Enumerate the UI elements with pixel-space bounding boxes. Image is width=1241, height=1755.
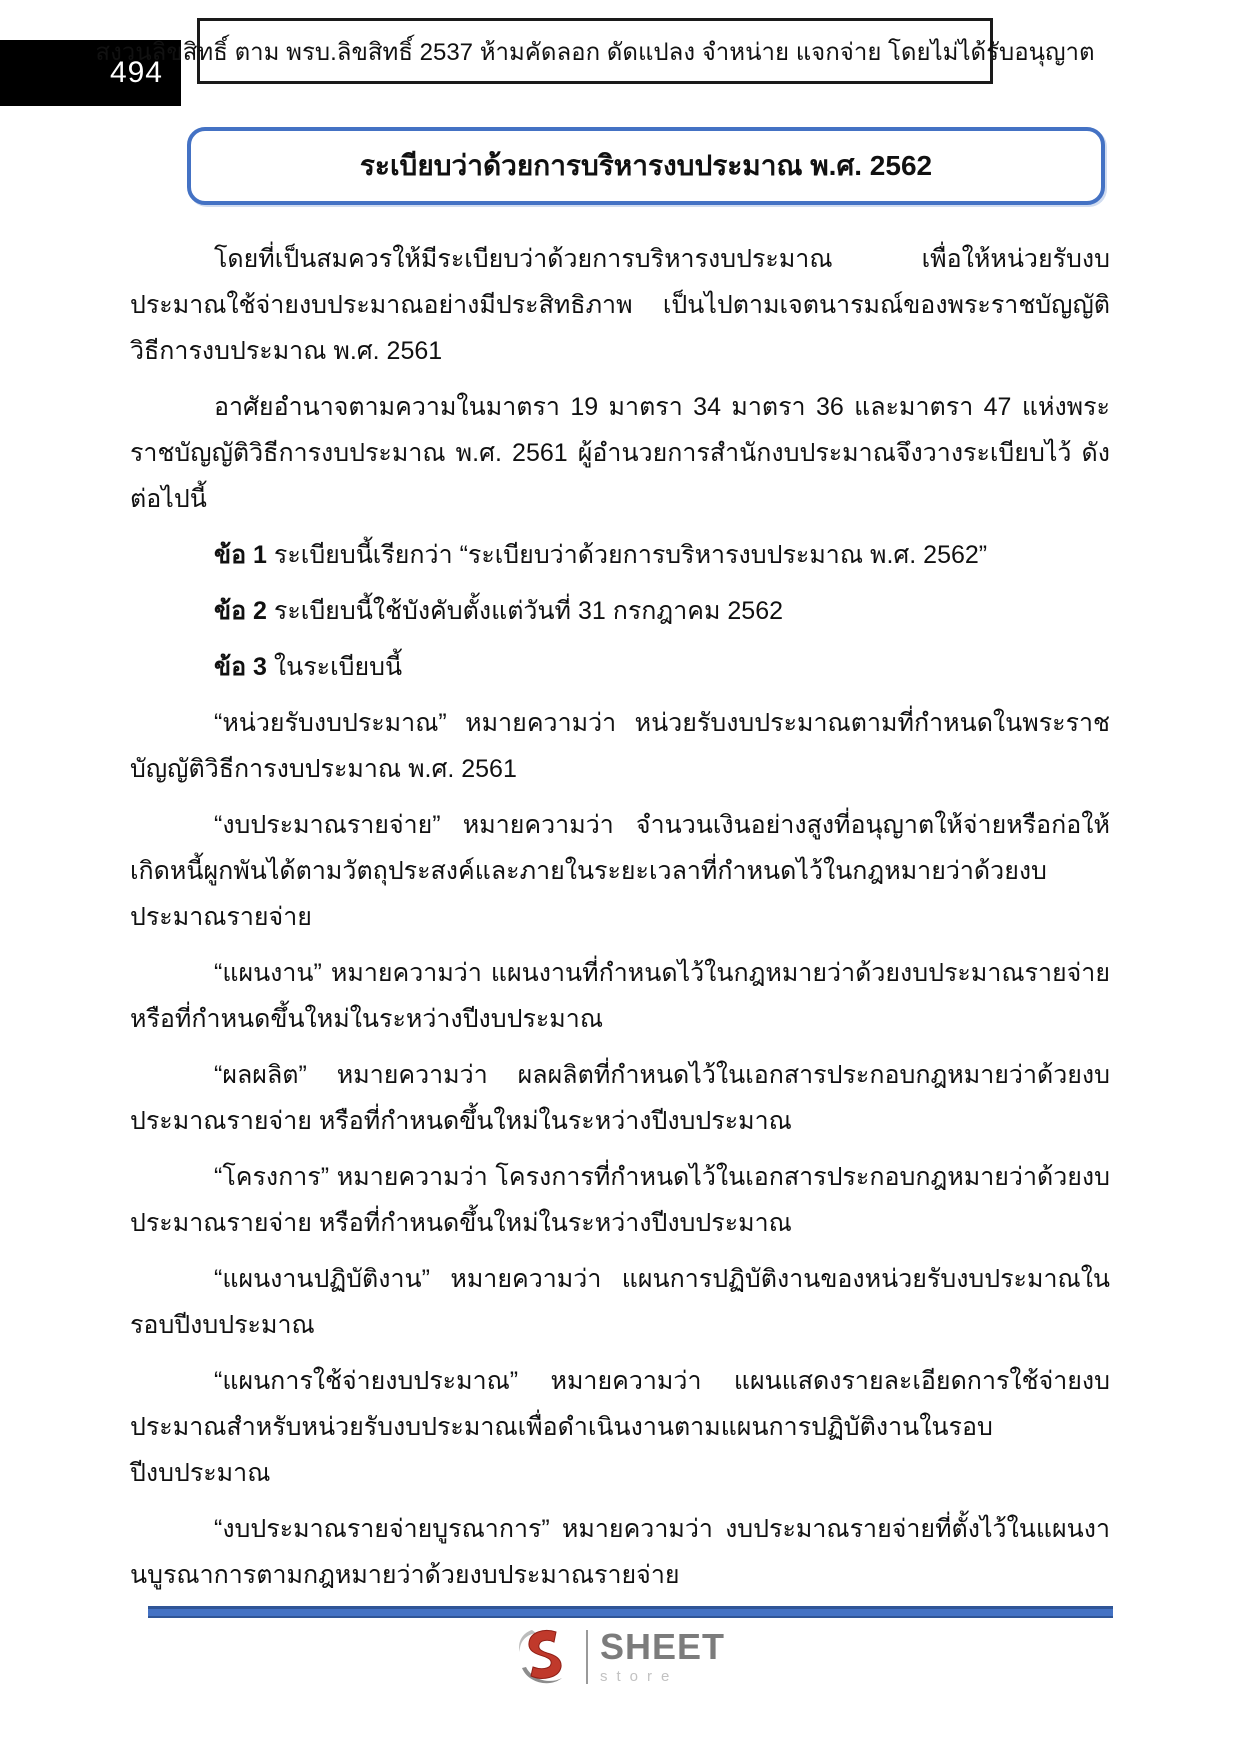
copyright-notice: สงวนลิขสิทธิ์ ตาม พรบ.ลิขสิทธิ์ 2537 ห้ามคัดลอก ดัดแปลง จำหน่าย แจกจ่าย โดยไม่ได้รับอนุญาต bbox=[95, 38, 1095, 66]
paragraph bbox=[130, 1256, 1110, 1348]
footer-divider-bar bbox=[148, 1606, 1113, 1618]
clause-number: ข้อ 1 bbox=[214, 541, 267, 569]
sheet-store-logo bbox=[0, 1626, 1241, 1688]
paragraph bbox=[130, 1506, 1110, 1598]
paragraph bbox=[130, 700, 1110, 792]
logo-divider bbox=[586, 1630, 588, 1684]
paragraph-text: โดยที่เป็นสมควรให้มีระเบียบว่าด้วยการบริหารงบประมาณ เพื่อให้หน่วยรับงบประมาณใช้จ่ายงบประมาณอย่างมีประสิทธิภาพ เป็นไปตามเจตนารมณ์ของพระราชบัญญัติวิธีการงบประมาณ พ.ศ. 2561 bbox=[130, 245, 1110, 365]
paragraph bbox=[130, 1052, 1110, 1144]
paragraph-text: “แผนงาน” หมายความว่า แผนงานที่กำหนดไว้ในกฎหมายว่าด้วยงบประมาณรายจ่ายหรือที่กำหนดขึ้นใหม่ในระหว่างปีงบประมาณ bbox=[130, 959, 1110, 1033]
paragraph bbox=[130, 384, 1110, 522]
paragraph-text: “หน่วยรับงบประมาณ” หมายความว่า หน่วยรับงบประมาณตามที่กำหนดในพระราชบัญญัติวิธีการงบประมาณ พ.ศ. 2561 bbox=[130, 709, 1110, 783]
paragraph-text: ระเบียบนี้เรียกว่า “ระเบียบว่าด้วยการบริหารงบประมาณ พ.ศ. 2562” bbox=[266, 541, 988, 569]
document-title: ระเบียบว่าด้วยการบริหารงบประมาณ พ.ศ. 2562 bbox=[359, 150, 933, 181]
brand-subtitle: store bbox=[599, 1668, 679, 1685]
paragraph-text: “ผลผลิต” หมายความว่า ผลผลิตที่กำหนดไว้ในเอกสารประกอบกฎหมายว่าด้วยงบประมาณรายจ่าย หรือที่กำหนดขึ้นใหม่ในระหว่างปีงบประมาณ bbox=[130, 1061, 1110, 1135]
paragraph-text: ระเบียบนี้ใช้บังคับตั้งแต่วันที่ 31 กรกฎาคม 2562 bbox=[266, 597, 784, 625]
paragraph-text: “โครงการ” หมายความว่า โครงการที่กำหนดไว้ในเอกสารประกอบกฎหมายว่าด้วยงบประมาณรายจ่าย หรือที่กำหนดขึ้นใหม่ในระหว่างปีงบประมาณ bbox=[130, 1163, 1110, 1237]
paragraph-text: “งบประมาณรายจ่ายบูรณาการ” หมายความว่า งบประมาณรายจ่ายที่ตั้งไว้ในแผนงานบูรณาการตามกฎหมายว่าด้วยงบประมาณรายจ่าย bbox=[130, 1515, 1110, 1589]
paragraph bbox=[130, 1358, 1110, 1496]
document-body bbox=[130, 236, 1110, 1608]
paragraph-text: “งบประมาณรายจ่าย” หมายความว่า จำนวนเงินอย่างสูงที่อนุญาตให้จ่ายหรือก่อให้เกิดหนี้ผูกพันได้ตามวัตถุประสงค์และภายในระยะเวลาที่กำหนดไว้ในกฎหมายว่าด้วยงบประมาณรายจ่าย bbox=[130, 811, 1110, 931]
paragraph bbox=[130, 1154, 1110, 1246]
logo-text bbox=[599, 1626, 726, 1685]
paragraph-text: “แผนการใช้จ่ายงบประมาณ” หมายความว่า แผนแสดงรายละเอียดการใช้จ่ายงบประมาณสำหรับหน่วยรับงบประมาณเพื่อดำเนินงานตามแผนการปฏิบัติงานในรอบปีงบประมาณ bbox=[130, 1367, 1110, 1487]
brand-name: SHEET bbox=[599, 1626, 726, 1667]
paragraph bbox=[130, 588, 1110, 634]
paragraph bbox=[130, 532, 1110, 578]
paragraph bbox=[130, 236, 1110, 374]
paragraph-text: ในระเบียบนี้ bbox=[266, 653, 403, 681]
paragraph bbox=[130, 802, 1110, 940]
paragraph bbox=[130, 644, 1110, 690]
paragraph bbox=[130, 950, 1110, 1042]
paragraph-text: “แผนงานปฏิบัติงาน” หมายความว่า แผนการปฏิบัติงานของหน่วยรับงบประมาณในรอบปีงบประมาณ bbox=[130, 1265, 1110, 1339]
s-ribbon-icon bbox=[516, 1626, 574, 1688]
page-number: 494 bbox=[109, 56, 163, 89]
clause-number: ข้อ 2 bbox=[214, 597, 267, 625]
clause-number: ข้อ 3 bbox=[214, 653, 267, 681]
document-title-box bbox=[187, 127, 1105, 205]
paragraph-text: อาศัยอำนาจตามความในมาตรา 19 มาตรา 34 มาตรา 36 และมาตรา 47 แห่งพระราชบัญญัติวิธีการงบประมาณ พ.ศ. 2561 ผู้อำนวยการสำนักงบประมาณจึงวางระเบียบไว้ ดังต่อไปนี้ bbox=[130, 393, 1110, 513]
